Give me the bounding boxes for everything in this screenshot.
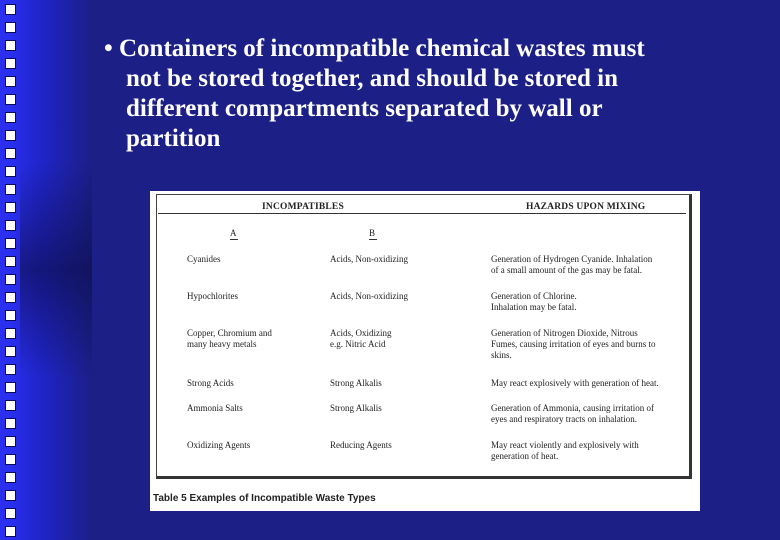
decorative-square bbox=[5, 76, 16, 87]
decorative-square bbox=[5, 508, 16, 519]
row-4-hazard: May react explosively with generation of heat. bbox=[491, 378, 659, 388]
row-5-hazard: Generation of Ammonia, causing irritation of eyes and respiratory tracts on inhalation. bbox=[491, 403, 654, 424]
row-1-b: Acids, Non-oxidizing bbox=[330, 254, 408, 264]
decorative-square bbox=[5, 220, 16, 231]
decorative-square bbox=[5, 418, 16, 429]
row-2-a: Hypochlorites bbox=[187, 291, 238, 301]
decorative-square bbox=[5, 202, 16, 213]
bullet-text bbox=[104, 34, 764, 154]
decorative-square bbox=[5, 58, 16, 69]
bullet-line-3: different compartments separated by wall or bbox=[126, 95, 603, 122]
row-6-hazard: May react violently and explosively with generation of heat. bbox=[491, 440, 639, 461]
bullet-line-2: not be stored together, and should be stored in bbox=[126, 65, 618, 92]
decorative-square bbox=[5, 238, 16, 249]
decorative-square bbox=[5, 148, 16, 159]
table-caption: Table 5 Examples of Incompatible Waste Types bbox=[153, 493, 376, 504]
column-a-text: A bbox=[230, 228, 237, 238]
row-2-hazard: Generation of Chlorine. Inhalation may be fatal. bbox=[491, 291, 577, 312]
row-6-a: Oxidizing Agents bbox=[187, 440, 251, 450]
decorative-square bbox=[5, 184, 16, 195]
decorative-square bbox=[5, 256, 16, 267]
decorative-square bbox=[5, 490, 16, 501]
decorative-square bbox=[5, 310, 16, 321]
header-incompatibles: INCOMPATIBLES bbox=[262, 202, 344, 212]
incompatibles-table-figure bbox=[150, 191, 700, 511]
column-b-label bbox=[369, 228, 377, 240]
row-3-a: Copper, Chromium and many heavy metals bbox=[187, 328, 272, 349]
header-hazards: HAZARDS UPON MIXING bbox=[526, 202, 646, 212]
column-a-label bbox=[230, 228, 238, 240]
bullet-line-4: partition bbox=[126, 125, 221, 152]
row-1-a: Cyanides bbox=[187, 254, 221, 264]
decorative-square bbox=[5, 292, 16, 303]
decorative-square bbox=[5, 526, 16, 537]
decorative-square-chain bbox=[5, 0, 19, 540]
row-3-hazard: Generation of Nitrogen Dioxide, Nitrous Fumes, causing irritation of eyes and burns to skins. bbox=[491, 328, 656, 360]
column-b-text: B bbox=[369, 228, 376, 238]
row-4-a: Strong Acids bbox=[187, 378, 234, 388]
row-5-b: Strong Alkalis bbox=[330, 403, 382, 413]
bullet-line-1: • Containers of incompatible chemical wastes must bbox=[104, 35, 645, 62]
decorative-square bbox=[5, 436, 16, 447]
row-2-b: Acids, Non-oxidizing bbox=[330, 291, 408, 301]
row-1-hazard: Generation of Hydrogen Cyanide. Inhalation of a small amount of the gas may be fatal. bbox=[491, 254, 653, 275]
header-rule bbox=[158, 213, 686, 214]
decorative-square bbox=[5, 4, 16, 15]
decorative-square bbox=[5, 454, 16, 465]
row-5-a: Ammonia Salts bbox=[187, 403, 243, 413]
decorative-square bbox=[5, 364, 16, 375]
decorative-square bbox=[5, 130, 16, 141]
decorative-square bbox=[5, 328, 16, 339]
decorative-square bbox=[5, 472, 16, 483]
decorative-square bbox=[5, 40, 16, 51]
decorative-square bbox=[5, 112, 16, 123]
decorative-square bbox=[5, 274, 16, 285]
decorative-square bbox=[5, 94, 16, 105]
row-6-b: Reducing Agents bbox=[330, 440, 392, 450]
row-4-b: Strong Alkalis bbox=[330, 378, 382, 388]
decorative-square bbox=[5, 400, 16, 411]
decorative-square bbox=[5, 166, 16, 177]
decorative-left-strip bbox=[0, 0, 92, 540]
decorative-square bbox=[5, 346, 16, 357]
decorative-square bbox=[5, 22, 16, 33]
row-3-b: Acids, Oxidizing e.g. Nitric Acid bbox=[330, 328, 392, 349]
decorative-square bbox=[5, 382, 16, 393]
